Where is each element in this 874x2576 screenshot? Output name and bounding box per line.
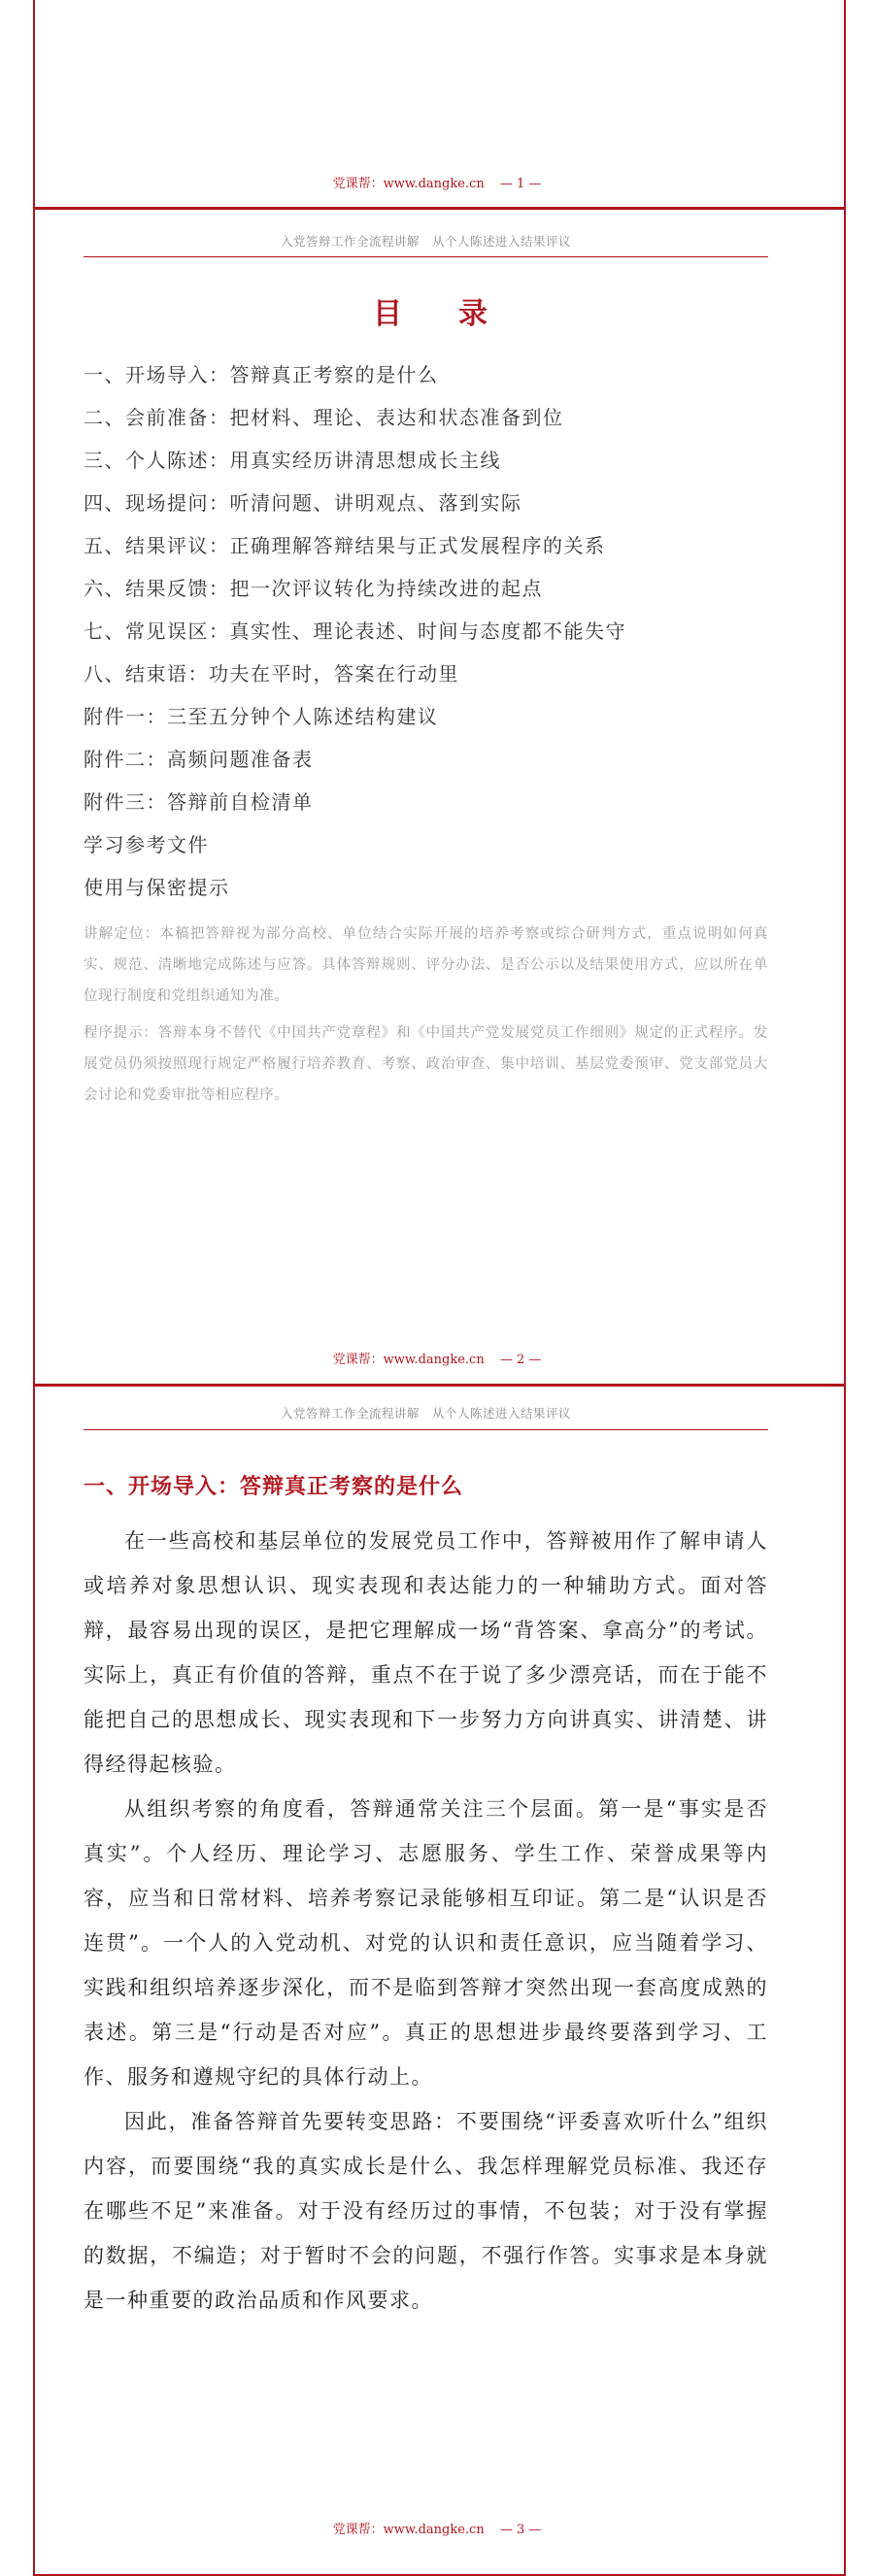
page-2-footer xyxy=(0,1349,874,1367)
header-rule xyxy=(84,256,768,257)
toc-item[interactable]: 六、结果反馈：把一次评议转化为持续改进的起点 xyxy=(84,577,543,600)
footer-site: 党课帮：www.dangke.cn xyxy=(332,177,485,191)
toc-item[interactable]: 学习参考文件 xyxy=(84,833,209,856)
toc-item[interactable]: 附件二：高频问题准备表 xyxy=(84,748,314,771)
table-of-contents xyxy=(84,353,768,909)
footer-site: 党课帮：www.dangke.cn xyxy=(332,2523,485,2537)
toc-item[interactable]: 附件三：答辩前自检清单 xyxy=(84,790,314,814)
body-paragraph: 从组织考察的角度看，答辩通常关注三个层面。第一是“事实是否真实”。个人经历、理论学习、志愿服务、学生工作、荣誉成果等内容，应当和日常材料、培养考察记录能够相互印证。第二是“认识是否连贯”。一个人的入党动机、对党的认识和责任意识，应当随着学习、实践和组织培养逐步深化，而不是临到答辩才突然出现一套高度成熟的表述。第三是“行动是否对应”。真正的思想进步最终要落到学习、工作、服务和遵规守纪的具体行动上。 xyxy=(84,1797,768,2089)
toc-item[interactable]: 八、结束语：功夫在平时，答案在行动里 xyxy=(84,662,459,686)
toc-item[interactable]: 五、结果评议：正确理解答辩结果与正式发展程序的关系 xyxy=(84,534,606,557)
footer-page-number: — 1 — xyxy=(499,177,542,191)
footer-site: 党课帮：www.dangke.cn xyxy=(332,1353,485,1367)
body-paragraph: 因此，准备答辩首先要转变思路：不要围绕“评委喜欢听什么”组织内容，而要围绕“我的真实成长是什么、我怎样理解党员标准、我还存在哪些不足”来准备。对于没有经历过的事情，不包装；对于没有掌握的数据，不编造；对于暂时不会的问题，不强行作答。实事求是本身就是一种重要的政治品质和作风要求。 xyxy=(84,2110,768,2312)
section-body xyxy=(84,1519,768,2323)
toc-item[interactable]: 一、开场导入：答辩真正考察的是什么 xyxy=(84,363,439,386)
toc-item[interactable]: 二、会前准备：把材料、理论、表达和状态准备到位 xyxy=(84,406,564,429)
section-title: 一、开场导入：答辩真正考察的是什么 xyxy=(84,1474,464,1499)
body-paragraph: 在一些高校和基层单位的发展党员工作中，答辩被用作了解申请人或培养对象思想认识、现实表现和表达能力的一种辅助方式。面对答辩，最容易出现的误区，是把它理解成一场“背答案、拿高分”的考试。实际上，真正有价值的答辩，重点不在于说了多少漂亮话，而在于能不能把自己的思想成长、现实表现和下一步努力方向讲真实、讲清楚、讲得经得起核验。 xyxy=(84,1529,768,1776)
page-3-footer xyxy=(0,2519,874,2537)
footer-page-number: — 3 — xyxy=(499,2523,542,2537)
footer-page-number: — 2 — xyxy=(499,1353,542,1367)
procedure-note: 程序提示：答辩本身不替代《中国共产党章程》和《中国共产党发展党员工作细则》规定的正式程序。发展党员仍须按照现行规定严格履行培养教育、考察、政治审查、集中培训、基层党委预审、党支部党员大会讨论和党委审批等相应程序。 xyxy=(84,1025,768,1103)
toc-title: 目 录 xyxy=(373,297,501,331)
header-rule xyxy=(84,1429,768,1430)
toc-item[interactable]: 使用与保密提示 xyxy=(84,876,230,899)
toc-item[interactable]: 四、现场提问：听清问题、讲明观点、落到实际 xyxy=(84,491,522,515)
running-header: 入党答辩工作全流程讲解 从个人陈述进入结果评议 xyxy=(280,234,571,249)
running-header: 入党答辩工作全流程讲解 从个人陈述进入结果评议 xyxy=(280,1406,571,1421)
positioning-note: 讲解定位：本稿把答辩视为部分高校、单位结合实际开展的培养考察或综合研判方式，重点说明如何真实、规范、清晰地完成陈述与应答。具体答辩规则、评分办法、是否公示以及结果使用方式，应以所在单位现行制度和党组织通知为准。 xyxy=(84,926,768,1004)
toc-item[interactable]: 附件一：三至五分钟个人陈述结构建议 xyxy=(84,705,439,728)
toc-item[interactable]: 三、个人陈述：用真实经历讲清思想成长主线 xyxy=(84,449,501,472)
toc-item[interactable]: 七、常见误区：真实性、理论表述、时间与态度都不能失守 xyxy=(84,619,626,643)
page-1-footer xyxy=(0,173,874,191)
